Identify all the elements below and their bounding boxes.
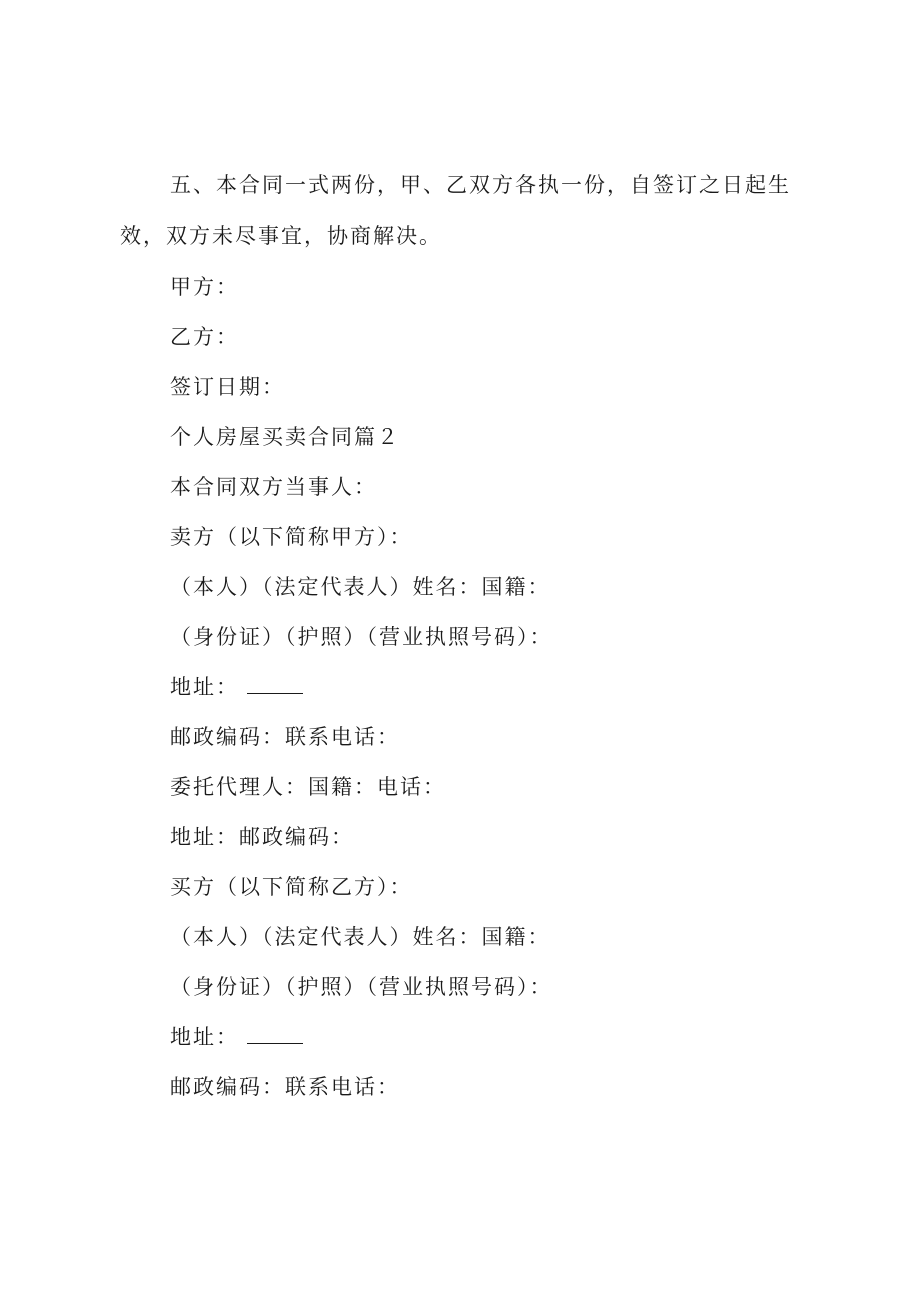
clause-five: 五、本合同一式两份，甲、乙双方各执一份，自签订之日起生效，双方未尽事宜，协商解决。	[120, 173, 791, 248]
party-b-label: 乙方：	[170, 325, 239, 349]
buyer-id-line: （身份证）（护照）（营业执照号码）：	[170, 975, 553, 999]
seller-postcode-line: 邮政编码：联系电话：	[170, 725, 400, 749]
seller-heading: 卖方（以下简称甲方）：	[170, 525, 413, 549]
seller-name-line: （本人）（法定代表人）姓名：国籍：	[170, 575, 551, 599]
buyer-name-line: （本人）（法定代表人）姓名：国籍：	[170, 925, 551, 949]
seller-address-label: 地址：	[170, 675, 239, 699]
section-title: 个人房屋买卖合同篇２	[170, 425, 400, 449]
seller-address-line	[120, 662, 800, 712]
buyer-heading: 买方（以下简称乙方）：	[170, 875, 413, 899]
party-a-label: 甲方：	[170, 275, 239, 299]
signing-date-label: 签订日期：	[170, 375, 285, 399]
agent-address-line: 地址：邮政编码：	[170, 825, 354, 849]
agent-line: 委托代理人：国籍：电话：	[170, 775, 446, 799]
buyer-address-blank	[247, 1025, 303, 1044]
buyer-postcode-line: 邮政编码：联系电话：	[170, 1075, 400, 1099]
seller-id-line: （身份证）（护照）（营业执照号码）：	[170, 625, 553, 649]
seller-address-blank	[247, 675, 303, 694]
buyer-address-line	[120, 1012, 800, 1062]
document-body	[120, 160, 800, 1112]
buyer-address-label: 地址：	[170, 1025, 239, 1049]
parties-intro: 本合同双方当事人：	[170, 475, 377, 499]
